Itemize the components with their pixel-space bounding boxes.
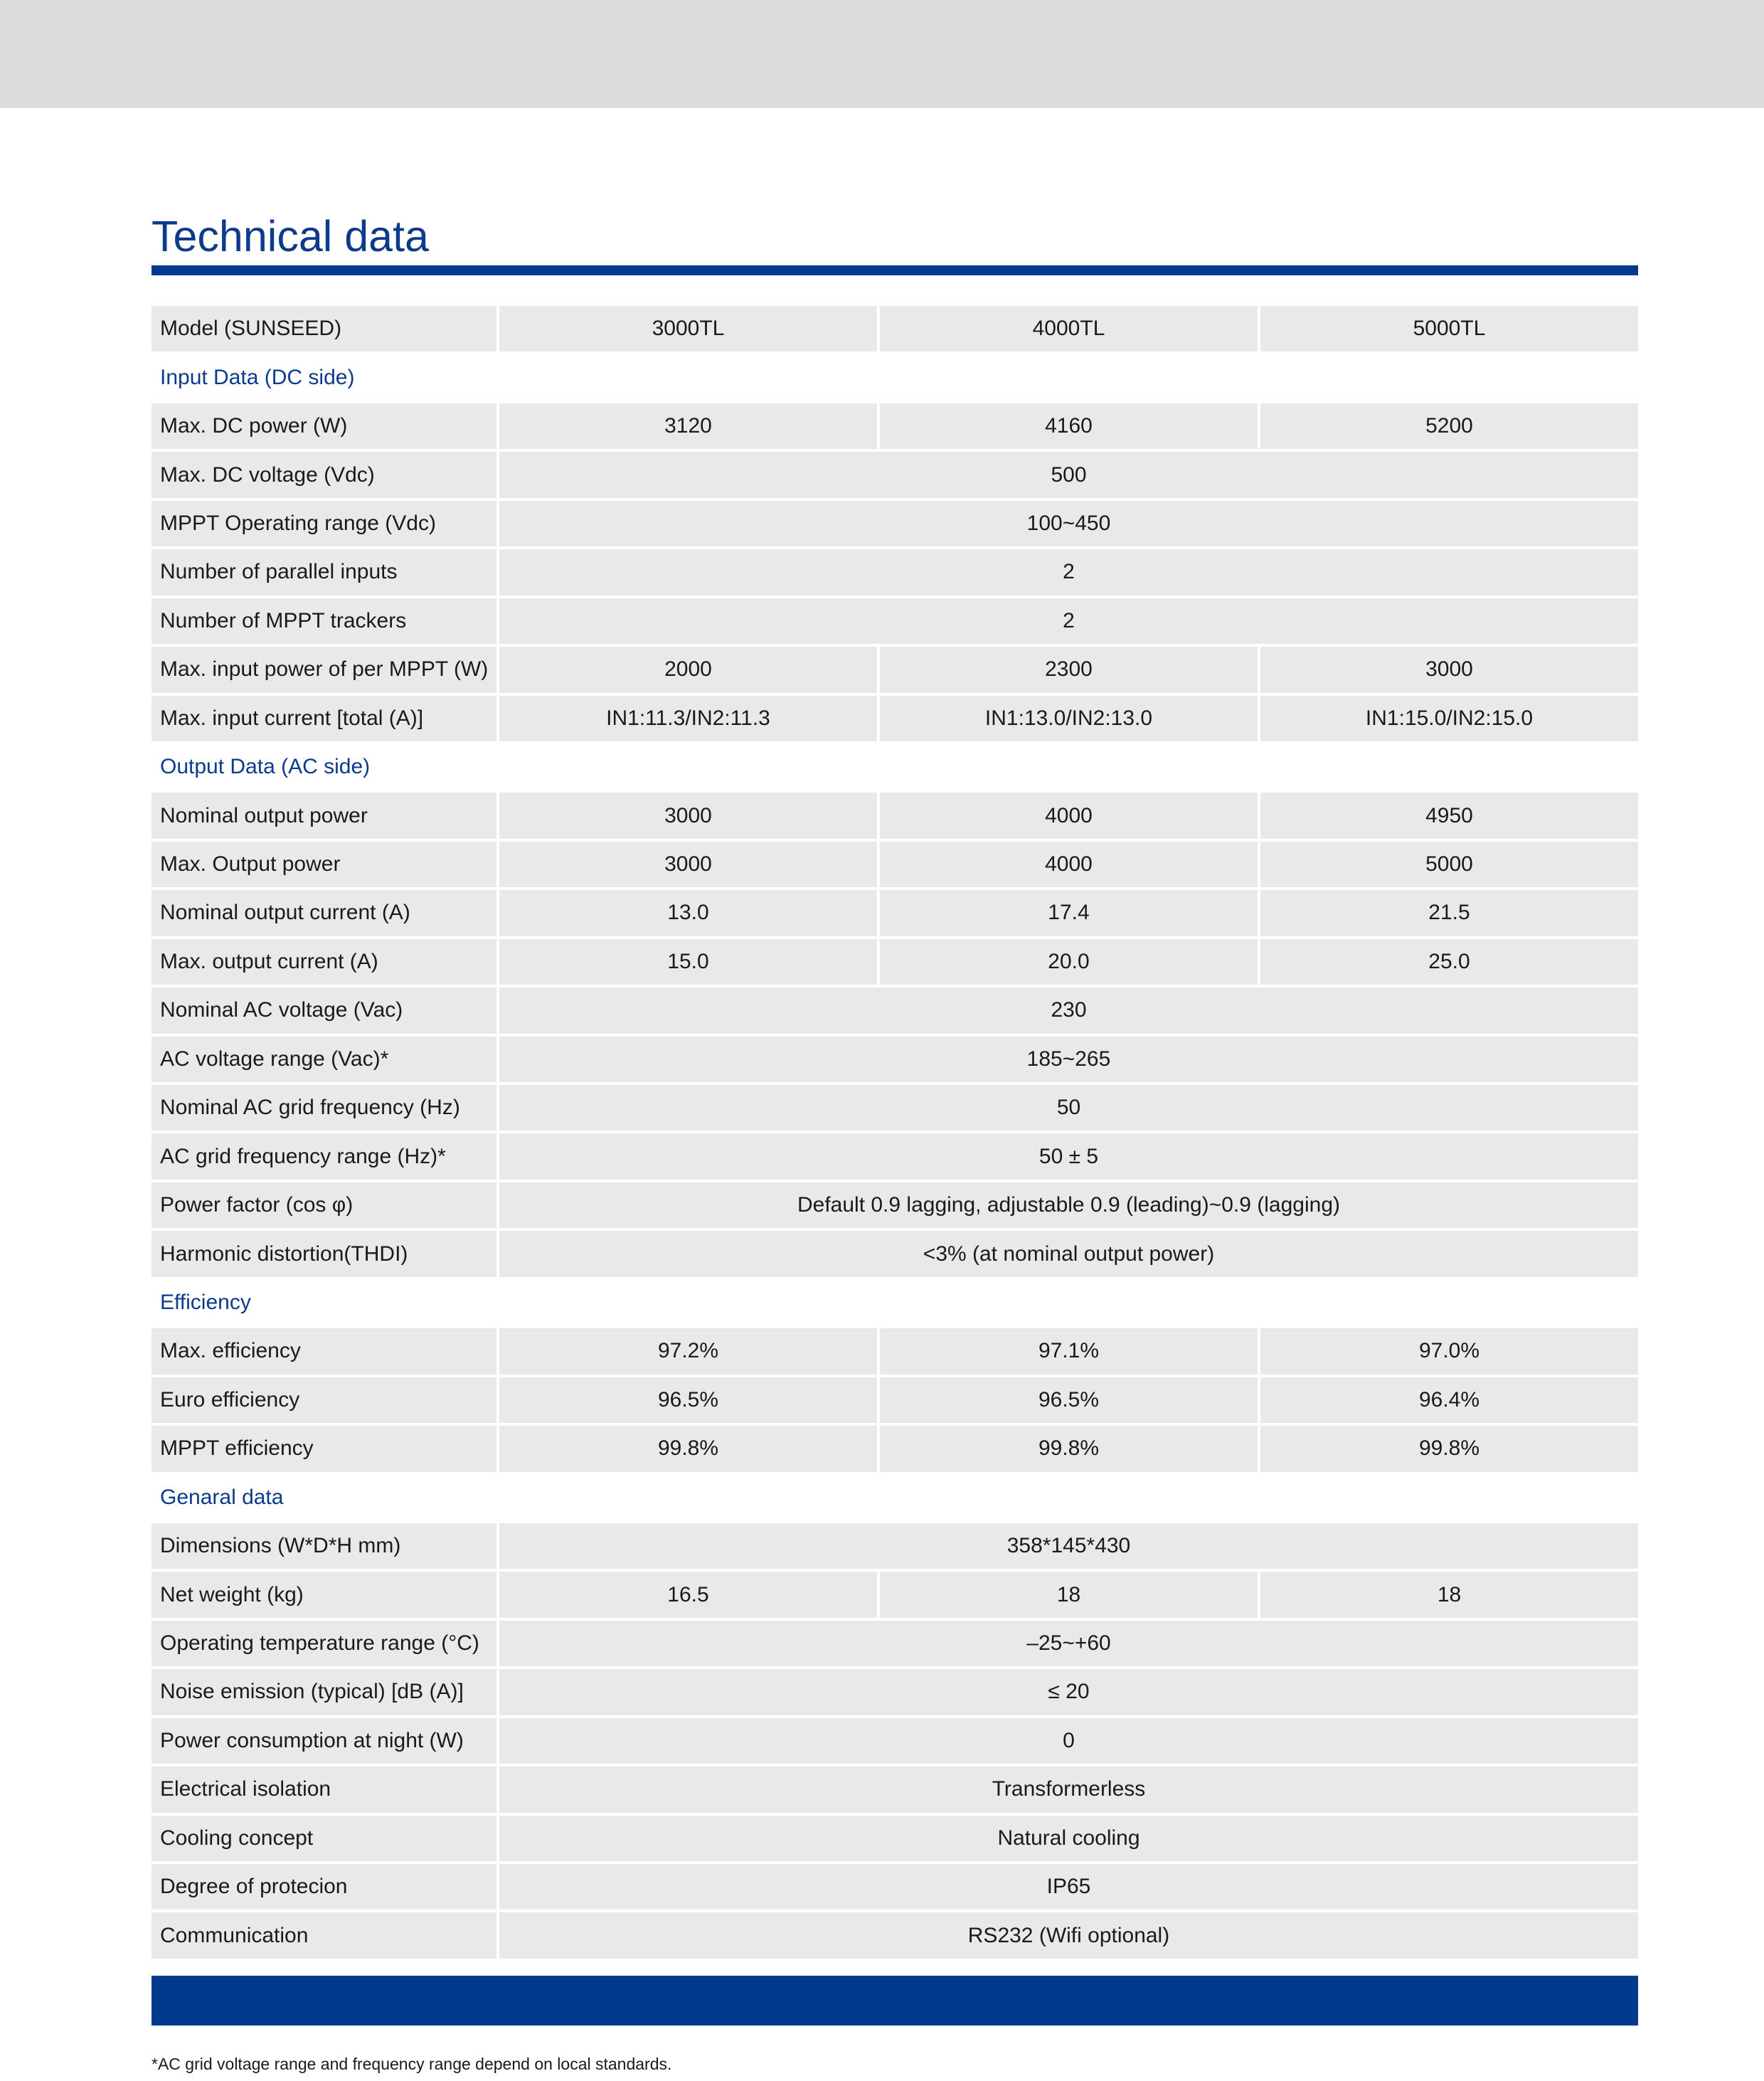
row-label: Power factor (cos φ)	[152, 1182, 496, 1231]
cell-value: IN1:13.0/IN2:13.0	[877, 696, 1258, 744]
table-row	[152, 1377, 1638, 1426]
row-label: Degree of protecion	[152, 1864, 496, 1912]
section-title: Genaral data	[152, 1475, 1638, 1523]
table-row	[152, 1523, 1638, 1572]
bottom-footer-band	[152, 1976, 1638, 2026]
row-label: Max. Output power	[152, 842, 496, 890]
cell-value: 16.5	[496, 1572, 877, 1620]
cell-value: 99.8%	[1258, 1426, 1638, 1474]
cell-value: 50	[496, 1085, 1638, 1133]
table-header-row	[152, 306, 1638, 354]
cell-value: 99.8%	[496, 1426, 877, 1474]
cell-value: Default 0.9 lagging, adjustable 0.9 (leading)~0.9 (lagging)	[496, 1182, 1638, 1231]
cell-value: ≤ 20	[496, 1669, 1638, 1717]
row-label: Noise emission (typical) [dB (A)]	[152, 1669, 496, 1717]
cell-value: 97.0%	[1258, 1328, 1638, 1377]
table-row	[152, 1426, 1638, 1474]
section-header-row	[152, 354, 1638, 403]
cell-value: 96.5%	[877, 1377, 1258, 1426]
column-header-3000tl: 3000TL	[496, 306, 877, 354]
table-row	[152, 403, 1638, 452]
cell-value: 5200	[1258, 403, 1638, 452]
row-label: MPPT efficiency	[152, 1426, 496, 1474]
row-label: Euro efficiency	[152, 1377, 496, 1426]
row-label: MPPT Operating range (Vdc)	[152, 501, 496, 549]
row-label: Nominal AC grid frequency (Hz)	[152, 1085, 496, 1133]
row-label: Operating temperature range (°C)	[152, 1621, 496, 1669]
row-label: Max. input power of per MPPT (W)	[152, 647, 496, 695]
cell-value: Natural cooling	[496, 1816, 1638, 1864]
cell-value: 3120	[496, 403, 877, 452]
row-label: Communication	[152, 1912, 496, 1961]
cell-value: 17.4	[877, 890, 1258, 938]
table-row	[152, 1133, 1638, 1182]
cell-value: IN1:11.3/IN2:11.3	[496, 696, 877, 744]
table-row	[152, 987, 1638, 1036]
row-label: Nominal output current (A)	[152, 890, 496, 938]
table-row	[152, 452, 1638, 500]
table-row	[152, 1182, 1638, 1231]
table-row	[152, 793, 1638, 841]
section-header-row	[152, 1280, 1638, 1328]
cell-value: 185~265	[496, 1037, 1638, 1085]
cell-value: 21.5	[1258, 890, 1638, 938]
table-row	[152, 1231, 1638, 1279]
cell-value: 4950	[1258, 793, 1638, 841]
cell-value: 3000	[496, 842, 877, 890]
table-body	[152, 354, 1638, 1961]
row-label: Power consumption at night (W)	[152, 1718, 496, 1767]
cell-value: 99.8%	[877, 1426, 1258, 1474]
table-row	[152, 598, 1638, 647]
cell-value: 4000	[877, 793, 1258, 841]
cell-value: 13.0	[496, 890, 877, 938]
row-label: Max. DC voltage (Vdc)	[152, 452, 496, 500]
cell-value: –25~+60	[496, 1621, 1638, 1669]
cell-value: 100~450	[496, 501, 1638, 549]
table-row	[152, 1864, 1638, 1912]
cell-value: Transformerless	[496, 1767, 1638, 1815]
column-header-4000tl: 4000TL	[877, 306, 1258, 354]
section-header-row	[152, 1475, 1638, 1523]
table-row	[152, 1621, 1638, 1669]
table-row	[152, 1718, 1638, 1767]
table-row	[152, 1767, 1638, 1815]
table-row	[152, 501, 1638, 549]
cell-value: IN1:15.0/IN2:15.0	[1258, 696, 1638, 744]
cell-value: 5000	[1258, 842, 1638, 890]
row-label: AC grid frequency range (Hz)*	[152, 1133, 496, 1182]
table-row	[152, 1816, 1638, 1864]
cell-value: 2	[496, 598, 1638, 647]
cell-value: 15.0	[496, 939, 877, 987]
top-header-band	[0, 0, 1764, 108]
cell-value: 2	[496, 549, 1638, 598]
cell-value: 230	[496, 987, 1638, 1036]
row-label: Number of MPPT trackers	[152, 598, 496, 647]
cell-value: 25.0	[1258, 939, 1638, 987]
table-row	[152, 890, 1638, 938]
cell-value: 2000	[496, 647, 877, 695]
cell-value: 18	[1258, 1572, 1638, 1620]
table-row	[152, 549, 1638, 598]
section-header-row	[152, 744, 1638, 793]
section-title: Efficiency	[152, 1280, 1638, 1328]
table-row	[152, 939, 1638, 987]
table-row	[152, 1328, 1638, 1377]
table-row	[152, 1669, 1638, 1717]
table-row	[152, 1085, 1638, 1133]
cell-value: 3000	[496, 793, 877, 841]
row-label: Harmonic distortion(THDI)	[152, 1231, 496, 1279]
cell-value: 2300	[877, 647, 1258, 695]
table-row	[152, 1912, 1638, 1961]
technical-data-table	[152, 306, 1638, 1961]
cell-value: RS232 (Wifi optional)	[496, 1912, 1638, 1961]
table-row	[152, 647, 1638, 695]
cell-value: 20.0	[877, 939, 1258, 987]
row-label: Nominal output power	[152, 793, 496, 841]
row-label: Max. output current (A)	[152, 939, 496, 987]
row-label: AC voltage range (Vac)*	[152, 1037, 496, 1085]
cell-value: 18	[877, 1572, 1258, 1620]
cell-value: 0	[496, 1718, 1638, 1767]
cell-value: 96.4%	[1258, 1377, 1638, 1426]
cell-value: 3000	[1258, 647, 1638, 695]
column-header-5000tl: 5000TL	[1258, 306, 1638, 354]
table-row	[152, 842, 1638, 890]
section-title: Output Data (AC side)	[152, 744, 1638, 793]
row-label: Net weight (kg)	[152, 1572, 496, 1620]
row-label: Dimensions (W*D*H mm)	[152, 1523, 496, 1572]
cell-value: IP65	[496, 1864, 1638, 1912]
cell-value: 50 ± 5	[496, 1133, 1638, 1182]
row-label: Max. efficiency	[152, 1328, 496, 1377]
cell-value: 500	[496, 452, 1638, 500]
column-header-model: Model (SUNSEED)	[152, 306, 496, 354]
row-label: Electrical isolation	[152, 1767, 496, 1815]
row-label: Nominal AC voltage (Vac)	[152, 987, 496, 1036]
cell-value: 358*145*430	[496, 1523, 1638, 1572]
row-label: Max. DC power (W)	[152, 403, 496, 452]
cell-value: 97.1%	[877, 1328, 1258, 1377]
table-row	[152, 1572, 1638, 1620]
row-label: Max. input current [total (A)]	[152, 696, 496, 744]
footnote: *AC grid voltage range and frequency range depend on local standards.	[152, 2055, 672, 2073]
row-label: Number of parallel inputs	[152, 549, 496, 598]
table-row	[152, 1037, 1638, 1085]
cell-value: 4000	[877, 842, 1258, 890]
title-underline	[152, 265, 1638, 275]
cell-value: 97.2%	[496, 1328, 877, 1377]
row-label: Cooling concept	[152, 1816, 496, 1864]
section-title: Input Data (DC side)	[152, 354, 1638, 403]
cell-value: 96.5%	[496, 1377, 877, 1426]
cell-value: 4160	[877, 403, 1258, 452]
cell-value: <3% (at nominal output power)	[496, 1231, 1638, 1279]
table-row	[152, 696, 1638, 744]
page-title: Technical data	[152, 212, 429, 260]
